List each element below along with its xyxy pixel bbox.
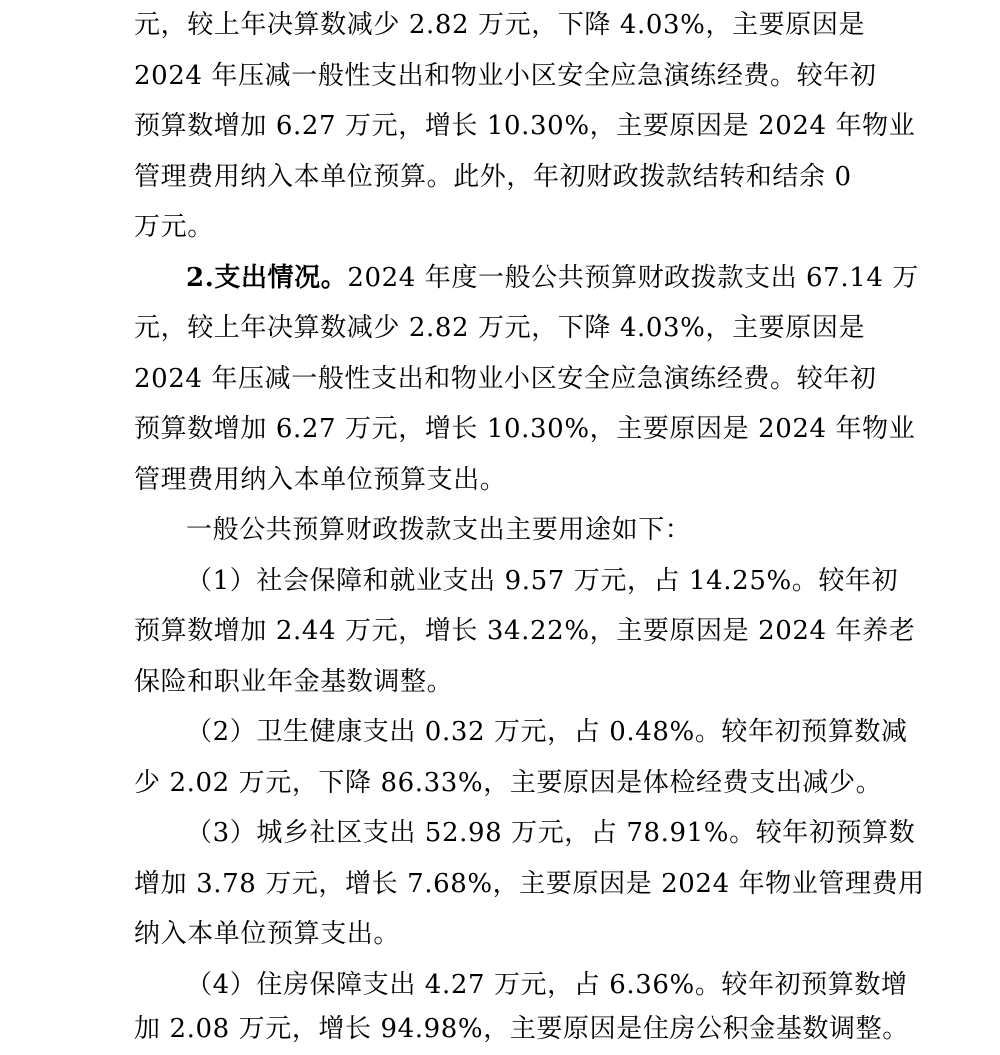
paragraph-line: 2024 年压减一般性支出和物业小区安全应急演练经费。较年初 xyxy=(134,60,877,91)
list-item-line: 预算数增加 2.44 万元，增长 34.22%，主要原因是 2024 年养老 xyxy=(134,616,916,646)
list-item-line: （1）社会保障和就业支出 9.57 万元，占 14.25%。较年初 xyxy=(186,565,899,596)
paragraph-line: 万元。 xyxy=(134,212,214,242)
paragraph-line: 元，较上年决算数减少 2.82 万元，下降 4.03%，主要原因是 xyxy=(134,10,866,40)
list-item-line: （4）住房保障支出 4.27 万元，占 6.36%。较年初预算数增 xyxy=(186,969,908,1000)
list-item-line: 保险和职业年金基数调整。 xyxy=(134,666,454,697)
section-heading: 2.支出情况。 xyxy=(186,262,348,293)
list-item-line: （3）城乡社区支出 52.98 万元，占 78.91%。较年初预算数 xyxy=(186,818,916,848)
list-item-line: 纳入本单位预算支出。 xyxy=(134,919,401,949)
list-item-line: 加 2.08 万元，增长 94.98%，主要原因是住房公积金基数调整。 xyxy=(134,1014,909,1044)
paragraph-line: 管理费用纳入本单位预算支出。 xyxy=(134,464,507,495)
list-item-line: （2）卫生健康支出 0.32 万元，占 0.48%。较年初预算数减 xyxy=(186,717,908,747)
paragraph-line: 管理费用纳入本单位预算。此外，年初财政拨款结转和结余 0 xyxy=(134,161,852,192)
list-item-line: 增加 3.78 万元，增长 7.68%，主要原因是 2024 年物业管理费用 xyxy=(134,868,925,899)
list-item-line: 少 2.02 万元，下降 86.33%，主要原因是体检经费支出减少。 xyxy=(134,767,883,798)
section-first-line xyxy=(186,253,919,304)
paragraph-line: 元，较上年决算数减少 2.82 万元，下降 4.03%，主要原因是 xyxy=(134,313,866,343)
paragraph-line: 2024 年压减一般性支出和物业小区安全应急演练经费。较年初 xyxy=(134,363,877,394)
paragraph-line: 预算数增加 6.27 万元，增长 10.30%，主要原因是 2024 年物业 xyxy=(134,111,916,141)
paragraph-line: 预算数增加 6.27 万元，增长 10.30%，主要原因是 2024 年物业 xyxy=(134,414,916,444)
section-text: 2024 年度一般公共预算财政拨款支出 67.14 万 xyxy=(347,262,919,293)
paragraph-line: 一般公共预算财政拨款支出主要用途如下： xyxy=(186,515,692,545)
